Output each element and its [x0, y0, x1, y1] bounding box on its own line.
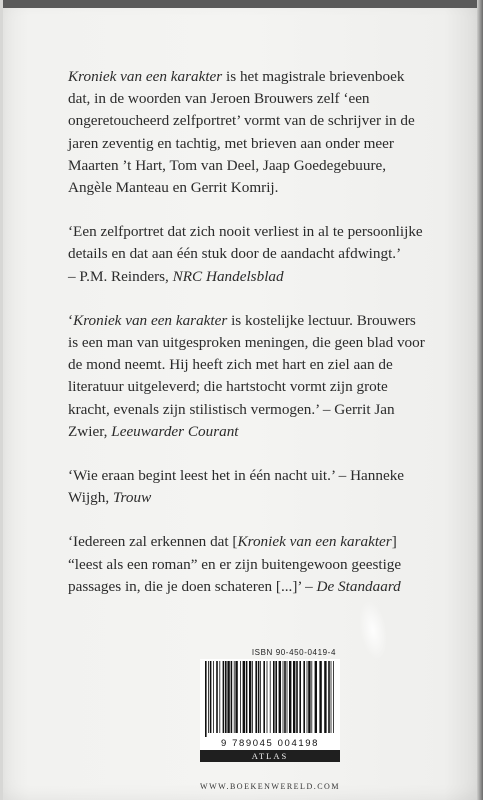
- barcode-label: [200, 647, 340, 779]
- blurb-paragraph-1: [68, 66, 428, 199]
- book-title: Kroniek van een karakter: [73, 311, 228, 329]
- cover-top-edge: [0, 0, 483, 8]
- review-text-start: ‘Iedereen zal erkennen dat [: [68, 533, 238, 551]
- isbn-number: ISBN 90-450-0419-4: [251, 648, 336, 657]
- book-title: Kroniek van een karakter: [237, 533, 392, 551]
- review-text: is kostelijke lectuur. Brouwers is een man van uitgesproken meningen, die geen blad voor de mond neemt. Hij heeft zich met hart en ziel aan de literatuur uitgeleverd; die hartstocht vormt zijn grote kracht, evenals zijn stilistisch vermogen.’ – Gerrit Jan Zwier,: [68, 311, 425, 440]
- website-link[interactable]: WWW.BOEKENWERELD.COM: [200, 782, 340, 791]
- blurb-paragraph-4: [68, 465, 428, 509]
- book-title: Kroniek van een karakter: [68, 68, 223, 85]
- blurb-paragraph-5: [68, 531, 428, 598]
- review-source: NRC Handelsblad: [172, 267, 284, 285]
- review-quote: ‘Wie eraan begint leest het in één nacht uit.’ – Hanneke Wijgh,: [68, 467, 405, 507]
- review-text: ] “leest als een roman” en er zijn buitengewoon geestige passages in, die je doen schateren [...]’ –: [68, 533, 402, 595]
- review-source: Trouw: [112, 489, 152, 507]
- review-source: Leeuwarder Courant: [111, 422, 239, 440]
- barcode-icon: [200, 659, 340, 737]
- barcode-digits: 9 789045 004198: [200, 737, 340, 750]
- blurb-p1-text: is het magistrale brievenboek dat, in de woorden van Jeroen Brouwers zelf ‘een ongeretoucheerd zelfportret’ vormt van de schrijver in de jaren zeventig en tachtig, met brieven aan onder meer Maarten ’t Hart, Tom van Deel, Jaap Goedegebuure, Angèle Manteau en Gerrit Komrij.: [68, 68, 415, 197]
- blurb-text: [68, 66, 428, 620]
- review-source: De Standaard: [316, 577, 401, 595]
- quote-mark: ‘: [68, 311, 74, 329]
- publisher-label: ATLAS: [200, 750, 340, 762]
- blurb-paragraph-2: [68, 221, 428, 288]
- blurb-paragraph-3: [68, 310, 428, 443]
- review-attribution: – P.M. Reinders,: [68, 267, 173, 285]
- cover-left-edge: [0, 0, 3, 800]
- review-quote: ‘Een zelfportret dat zich nooit verliest in al te persoonlijke details en dat aan één stuk door de aandacht afdwingt.’: [68, 223, 423, 263]
- cover-right-edge: [477, 0, 483, 800]
